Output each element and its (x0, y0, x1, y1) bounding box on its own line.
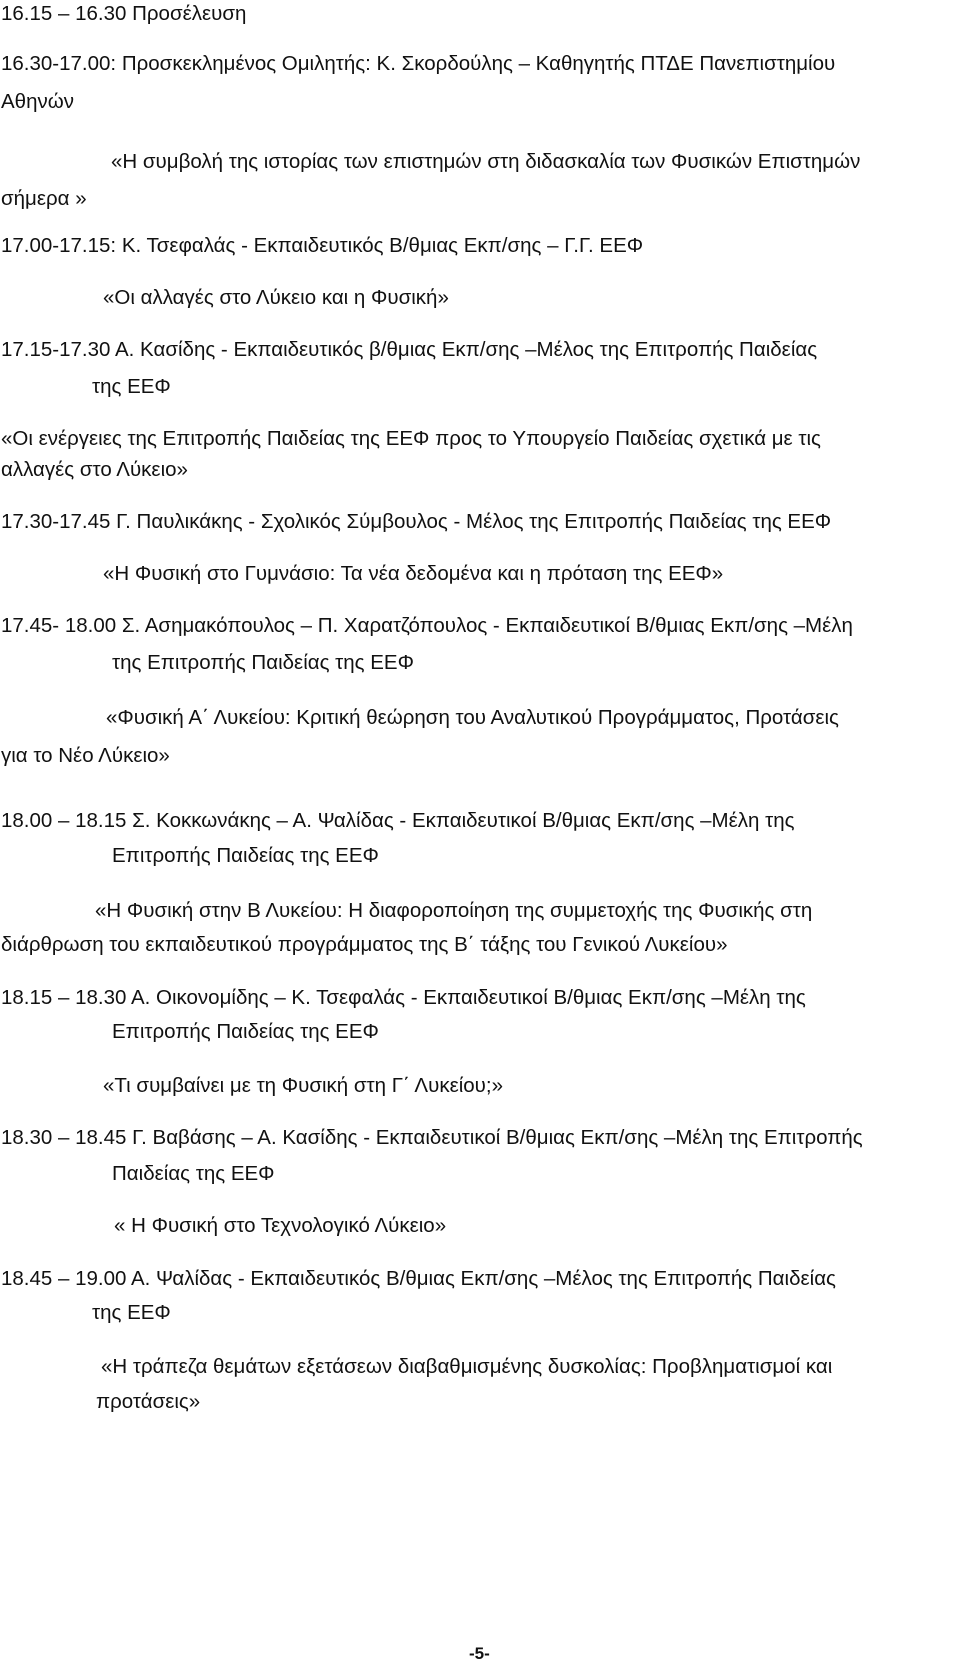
talk-title-line: «Τι συμβαίνει με τη Φυσική στη Γ΄ Λυκείου;» (103, 1074, 503, 1097)
schedule-line: 18.30 – 18.45 Γ. Βαβάσης – Α. Κασίδης - Εκπαιδευτικοί Β/θμιας Εκπ/σης –Μέλη της Επιτροπής (1, 1126, 863, 1149)
schedule-line: Επιτροπής Παιδείας της ΕΕΦ (112, 1020, 379, 1043)
schedule-line: 16.30-17.00: Προσκεκλημένος Ομιλητής: Κ. Σκορδούλης – Καθηγητής ΠΤΔΕ Πανεπιστημίου (1, 52, 836, 75)
talk-title-line: «Φυσική Α΄ Λυκείου: Κριτική θεώρηση του Αναλυτικού Προγράμματος, Προτάσεις (106, 706, 839, 729)
talk-title-line: «Η συμβολή της ιστορίας των επιστημών στη διδασκαλία των Φυσικών Επιστημών (111, 150, 861, 173)
schedule-line: Παιδείας της ΕΕΦ (112, 1162, 275, 1185)
schedule-line: 18.45 – 19.00 Α. Ψαλίδας - Εκπαιδευτικός Β/θμιας Εκπ/σης –Μέλος της Επιτροπής Παιδείας (1, 1267, 836, 1290)
talk-title-line: «Η τράπεζα θεμάτων εξετάσεων διαβαθμισμένης δυσκολίας: Προβληματισμοί και (101, 1355, 833, 1378)
talk-title-line: « Η Φυσική στο Τεχνολογικό Λύκειο» (114, 1214, 447, 1237)
page-number: -5- (469, 1644, 490, 1663)
talk-title-line: «Οι ενέργειες της Επιτροπής Παιδείας της ΕΕΦ προς το Υπουργείο Παιδείας σχετικά με τις (1, 427, 821, 450)
schedule-line: 18.15 – 18.30 Α. Οικονομίδης – Κ. Τσεφαλάς - Εκπαιδευτικοί Β/θμιας Εκπ/σης –Μέλη της (1, 986, 806, 1009)
schedule-line: Επιτροπής Παιδείας της ΕΕΦ (112, 844, 379, 867)
schedule-line: 16.15 – 16.30 Προσέλευση (1, 2, 247, 25)
talk-title-line: «Η Φυσική στο Γυμνάσιο: Τα νέα δεδομένα και η πρόταση της ΕΕΦ» (103, 562, 724, 585)
schedule-line: της ΕΕΦ (92, 375, 171, 398)
talk-title-line: διάρθρωση του εκπαιδευτικού προγράμματος της Β΄ τάξης του Γενικού Λυκείου» (1, 933, 728, 956)
talk-title-line: «Οι αλλαγές στο Λύκειο και η Φυσική» (103, 286, 449, 309)
schedule-line: της ΕΕΦ (92, 1301, 171, 1324)
talk-title-line: «Η Φυσική στην Β Λυκείου: Η διαφοροποίηση της συμμετοχής της Φυσικής στη (95, 899, 813, 922)
schedule-line: 17.00-17.15: Κ. Τσεφαλάς - Εκπαιδευτικός Β/θμιας Εκπ/σης – Γ.Γ. ΕΕΦ (1, 234, 644, 257)
schedule-line: 17.45- 18.00 Σ. Ασημακόπουλος – Π. Χαρατζόπουλος - Εκπαιδευτικοί Β/θμιας Εκπ/σης –Μέλη (1, 614, 853, 637)
talk-title-line: αλλαγές στο Λύκειο» (1, 458, 188, 481)
schedule-line: 17.30-17.45 Γ. Παυλικάκης - Σχολικός Σύμβουλος - Μέλος της Επιτροπής Παιδείας της ΕΕΦ (1, 510, 832, 533)
talk-title-line: για το Νέο Λύκειο» (1, 744, 170, 767)
schedule-line: 17.15-17.30 Α. Κασίδης - Εκπαιδευτικός β/θμιας Εκπ/σης –Μέλος της Επιτροπής Παιδείας (1, 338, 818, 361)
schedule-line: 18.00 – 18.15 Σ. Κοκκωνάκης – Α. Ψαλίδας - Εκπαιδευτικοί Β/θμιας Εκπ/σης –Μέλη της (1, 809, 795, 832)
schedule-line: της Επιτροπής Παιδείας της ΕΕΦ (112, 651, 414, 674)
talk-title-line: σήμερα » (1, 187, 87, 210)
talk-title-line: προτάσεις» (96, 1390, 201, 1413)
schedule-line: Αθηνών (1, 90, 74, 113)
